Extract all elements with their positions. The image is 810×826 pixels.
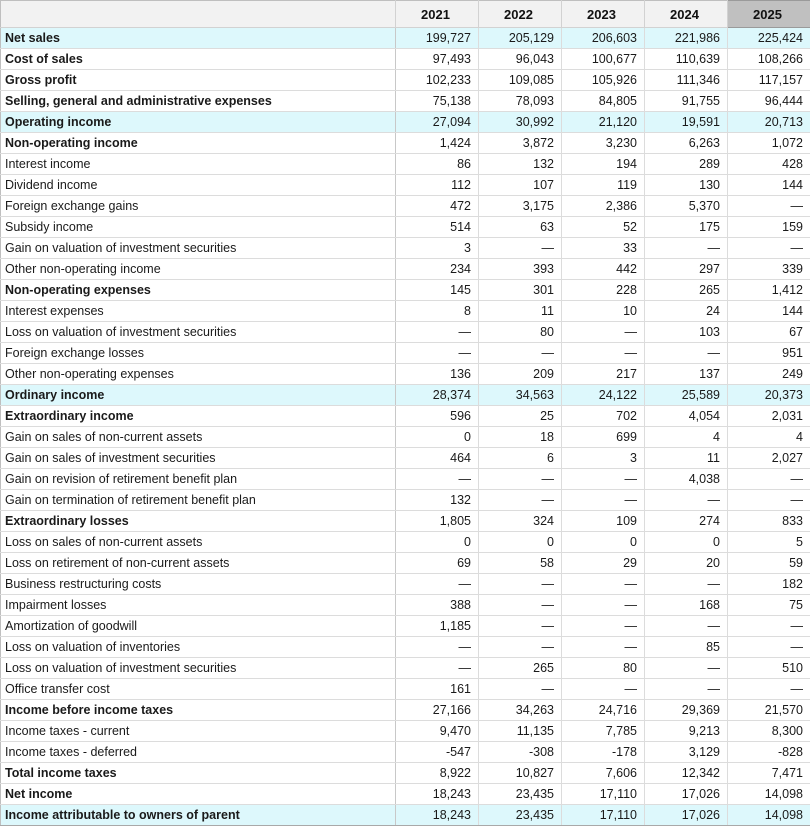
row-label: Income attributable to owners of parent bbox=[1, 805, 396, 826]
cell-value: 29,369 bbox=[645, 700, 728, 721]
row-label: Interest income bbox=[1, 154, 396, 175]
cell-value: 14,098 bbox=[728, 784, 810, 805]
cell-value: 596 bbox=[396, 406, 479, 427]
cell-value: 29 bbox=[562, 553, 645, 574]
cell-value: 514 bbox=[396, 217, 479, 238]
cell-value: — bbox=[479, 469, 562, 490]
table-row[interactable] bbox=[1, 763, 810, 784]
row-label: Gain on sales of non-current assets bbox=[1, 427, 396, 448]
table-row[interactable] bbox=[1, 280, 810, 301]
cell-value: 107 bbox=[479, 175, 562, 196]
row-label: Gain on valuation of investment securities bbox=[1, 238, 396, 259]
cell-value: — bbox=[479, 238, 562, 259]
cell-value: 23,435 bbox=[479, 805, 562, 826]
cell-value: 0 bbox=[396, 532, 479, 553]
cell-value: 10 bbox=[562, 301, 645, 322]
cell-value: 96,444 bbox=[728, 91, 810, 112]
cell-value: 19,591 bbox=[645, 112, 728, 133]
row-label: Office transfer cost bbox=[1, 679, 396, 700]
row-label: Other non-operating expenses bbox=[1, 364, 396, 385]
cell-value: — bbox=[562, 679, 645, 700]
cell-value: 34,563 bbox=[479, 385, 562, 406]
cell-value: 0 bbox=[645, 532, 728, 553]
row-label: Dividend income bbox=[1, 175, 396, 196]
table-row[interactable] bbox=[1, 301, 810, 322]
cell-value: 136 bbox=[396, 364, 479, 385]
cell-value: 8,300 bbox=[728, 721, 810, 742]
column-header-2023[interactable]: 2023 bbox=[562, 1, 645, 28]
cell-value: 4 bbox=[645, 427, 728, 448]
row-label: Other non-operating income bbox=[1, 259, 396, 280]
cell-value: 132 bbox=[479, 154, 562, 175]
cell-value: 324 bbox=[479, 511, 562, 532]
cell-value: 301 bbox=[479, 280, 562, 301]
row-label: Net sales bbox=[1, 28, 396, 49]
cell-value: — bbox=[562, 343, 645, 364]
cell-value: 144 bbox=[728, 175, 810, 196]
row-label: Loss on valuation of investment securities bbox=[1, 322, 396, 343]
cell-value: 110,639 bbox=[645, 49, 728, 70]
table-row[interactable] bbox=[1, 49, 810, 70]
column-header-2024[interactable]: 2024 bbox=[645, 1, 728, 28]
cell-value: 0 bbox=[396, 427, 479, 448]
cell-value: — bbox=[645, 679, 728, 700]
cell-value: 78,093 bbox=[479, 91, 562, 112]
cell-value: 130 bbox=[645, 175, 728, 196]
cell-value: 274 bbox=[645, 511, 728, 532]
table-row[interactable] bbox=[1, 805, 810, 826]
cell-value: — bbox=[479, 616, 562, 637]
cell-value: 2,031 bbox=[728, 406, 810, 427]
cell-value: 69 bbox=[396, 553, 479, 574]
cell-value: 159 bbox=[728, 217, 810, 238]
cell-value: — bbox=[479, 637, 562, 658]
row-label: Interest expenses bbox=[1, 301, 396, 322]
table-row[interactable] bbox=[1, 448, 810, 469]
table-row[interactable] bbox=[1, 427, 810, 448]
cell-value: 3,129 bbox=[645, 742, 728, 763]
cell-value: — bbox=[396, 574, 479, 595]
row-label: Gain on termination of retirement benefit plan bbox=[1, 490, 396, 511]
cell-value: 28,374 bbox=[396, 385, 479, 406]
cell-value: 25 bbox=[479, 406, 562, 427]
cell-value: 30,992 bbox=[479, 112, 562, 133]
cell-value: 833 bbox=[728, 511, 810, 532]
cell-value: 428 bbox=[728, 154, 810, 175]
table-row[interactable] bbox=[1, 784, 810, 805]
cell-value: 59 bbox=[728, 553, 810, 574]
cell-value: 96,043 bbox=[479, 49, 562, 70]
cell-value: 205,129 bbox=[479, 28, 562, 49]
cell-value: — bbox=[396, 322, 479, 343]
cell-value: 265 bbox=[645, 280, 728, 301]
cell-value: — bbox=[645, 616, 728, 637]
cell-value: 97,493 bbox=[396, 49, 479, 70]
cell-value: 12,342 bbox=[645, 763, 728, 784]
cell-value: — bbox=[479, 574, 562, 595]
cell-value: — bbox=[728, 679, 810, 700]
table-row[interactable] bbox=[1, 112, 810, 133]
cell-value: 109 bbox=[562, 511, 645, 532]
table-row[interactable] bbox=[1, 154, 810, 175]
cell-value: 8,922 bbox=[396, 763, 479, 784]
row-label: Income taxes - current bbox=[1, 721, 396, 742]
table-row[interactable] bbox=[1, 595, 810, 616]
cell-value: 1,185 bbox=[396, 616, 479, 637]
cell-value: — bbox=[562, 469, 645, 490]
cell-value: — bbox=[479, 490, 562, 511]
cell-value: 3 bbox=[562, 448, 645, 469]
cell-value: 132 bbox=[396, 490, 479, 511]
cell-value: — bbox=[562, 637, 645, 658]
cell-value: — bbox=[645, 658, 728, 679]
cell-value: 21,120 bbox=[562, 112, 645, 133]
cell-value: 103 bbox=[645, 322, 728, 343]
cell-value: 137 bbox=[645, 364, 728, 385]
cell-value: 11 bbox=[479, 301, 562, 322]
cell-value: — bbox=[728, 469, 810, 490]
cell-value: 75,138 bbox=[396, 91, 479, 112]
table-row[interactable] bbox=[1, 553, 810, 574]
row-label: Ordinary income bbox=[1, 385, 396, 406]
cell-value: — bbox=[396, 343, 479, 364]
cell-value: 4,038 bbox=[645, 469, 728, 490]
row-label: Loss on sales of non-current assets bbox=[1, 532, 396, 553]
cell-value: — bbox=[728, 196, 810, 217]
table-row[interactable] bbox=[1, 637, 810, 658]
cell-value: -308 bbox=[479, 742, 562, 763]
cell-value: 5 bbox=[728, 532, 810, 553]
column-header-2025[interactable]: 2025 bbox=[728, 1, 810, 28]
cell-value: 117,157 bbox=[728, 70, 810, 91]
cell-value: 100,677 bbox=[562, 49, 645, 70]
row-label: Total income taxes bbox=[1, 763, 396, 784]
cell-value: — bbox=[562, 616, 645, 637]
cell-value: 20,713 bbox=[728, 112, 810, 133]
cell-value: 91,755 bbox=[645, 91, 728, 112]
table-row[interactable] bbox=[1, 322, 810, 343]
cell-value: 1,424 bbox=[396, 133, 479, 154]
table-row[interactable] bbox=[1, 91, 810, 112]
table-header bbox=[1, 1, 810, 28]
cell-value: 20,373 bbox=[728, 385, 810, 406]
cell-value: 67 bbox=[728, 322, 810, 343]
cell-value: 464 bbox=[396, 448, 479, 469]
cell-value: -547 bbox=[396, 742, 479, 763]
cell-value: 17,110 bbox=[562, 784, 645, 805]
cell-value: 24,122 bbox=[562, 385, 645, 406]
cell-value: 34,263 bbox=[479, 700, 562, 721]
row-label: Foreign exchange gains bbox=[1, 196, 396, 217]
cell-value: 2,386 bbox=[562, 196, 645, 217]
cell-value: 119 bbox=[562, 175, 645, 196]
cell-value: 86 bbox=[396, 154, 479, 175]
cell-value: — bbox=[562, 574, 645, 595]
table-row[interactable] bbox=[1, 259, 810, 280]
cell-value: 9,213 bbox=[645, 721, 728, 742]
cell-value: — bbox=[728, 616, 810, 637]
row-label: Gain on sales of investment securities bbox=[1, 448, 396, 469]
cell-value: — bbox=[562, 322, 645, 343]
cell-value: 10,827 bbox=[479, 763, 562, 784]
cell-value: 289 bbox=[645, 154, 728, 175]
cell-value: 339 bbox=[728, 259, 810, 280]
cell-value: 182 bbox=[728, 574, 810, 595]
table-row[interactable] bbox=[1, 217, 810, 238]
row-label: Net income bbox=[1, 784, 396, 805]
row-label: Gross profit bbox=[1, 70, 396, 91]
row-label: Loss on retirement of non-current assets bbox=[1, 553, 396, 574]
row-label: Income before income taxes bbox=[1, 700, 396, 721]
cell-value: — bbox=[479, 679, 562, 700]
cell-value: 108,266 bbox=[728, 49, 810, 70]
cell-value: 234 bbox=[396, 259, 479, 280]
column-header-2022[interactable]: 2022 bbox=[479, 1, 562, 28]
cell-value: 25,589 bbox=[645, 385, 728, 406]
table-row[interactable] bbox=[1, 175, 810, 196]
cell-value: 80 bbox=[562, 658, 645, 679]
table-row[interactable] bbox=[1, 469, 810, 490]
cell-value: 18,243 bbox=[396, 805, 479, 826]
cell-value: — bbox=[562, 595, 645, 616]
row-label: Gain on revision of retirement benefit plan bbox=[1, 469, 396, 490]
cell-value: 702 bbox=[562, 406, 645, 427]
cell-value: 3 bbox=[396, 238, 479, 259]
cell-value: 84,805 bbox=[562, 91, 645, 112]
cell-value: 297 bbox=[645, 259, 728, 280]
row-label: Impairment losses bbox=[1, 595, 396, 616]
row-label: Business restructuring costs bbox=[1, 574, 396, 595]
cell-value: 7,606 bbox=[562, 763, 645, 784]
cell-value: 52 bbox=[562, 217, 645, 238]
cell-value: 27,166 bbox=[396, 700, 479, 721]
row-label: Non-operating income bbox=[1, 133, 396, 154]
column-header-2021[interactable]: 2021 bbox=[396, 1, 479, 28]
table-row[interactable] bbox=[1, 490, 810, 511]
cell-value: 388 bbox=[396, 595, 479, 616]
row-label: Cost of sales bbox=[1, 49, 396, 70]
table-row[interactable] bbox=[1, 385, 810, 406]
table-row[interactable] bbox=[1, 679, 810, 700]
cell-value: 80 bbox=[479, 322, 562, 343]
table-row[interactable] bbox=[1, 238, 810, 259]
table-row[interactable] bbox=[1, 343, 810, 364]
table-row[interactable] bbox=[1, 532, 810, 553]
cell-value: 510 bbox=[728, 658, 810, 679]
cell-value: 11 bbox=[645, 448, 728, 469]
cell-value: 249 bbox=[728, 364, 810, 385]
row-label: Extraordinary income bbox=[1, 406, 396, 427]
cell-value: — bbox=[645, 574, 728, 595]
row-label: Extraordinary losses bbox=[1, 511, 396, 532]
cell-value: 11,135 bbox=[479, 721, 562, 742]
cell-value: 58 bbox=[479, 553, 562, 574]
cell-value: 109,085 bbox=[479, 70, 562, 91]
cell-value: 0 bbox=[479, 532, 562, 553]
row-label: Selling, general and administrative expenses bbox=[1, 91, 396, 112]
table-row[interactable] bbox=[1, 721, 810, 742]
cell-value: 9,470 bbox=[396, 721, 479, 742]
table-row[interactable] bbox=[1, 133, 810, 154]
cell-value: 27,094 bbox=[396, 112, 479, 133]
cell-value: — bbox=[728, 238, 810, 259]
cell-value: 24,716 bbox=[562, 700, 645, 721]
cell-value: 6 bbox=[479, 448, 562, 469]
table-row[interactable] bbox=[1, 616, 810, 637]
table-row[interactable] bbox=[1, 574, 810, 595]
cell-value: 199,727 bbox=[396, 28, 479, 49]
cell-value: 3,872 bbox=[479, 133, 562, 154]
cell-value: 3,230 bbox=[562, 133, 645, 154]
row-label: Loss on valuation of inventories bbox=[1, 637, 396, 658]
cell-value: 102,233 bbox=[396, 70, 479, 91]
cell-value: 17,026 bbox=[645, 805, 728, 826]
cell-value: 217 bbox=[562, 364, 645, 385]
cell-value: 7,785 bbox=[562, 721, 645, 742]
cell-value: 3,175 bbox=[479, 196, 562, 217]
cell-value: 206,603 bbox=[562, 28, 645, 49]
row-label: Amortization of goodwill bbox=[1, 616, 396, 637]
cell-value: 111,346 bbox=[645, 70, 728, 91]
cell-value: 161 bbox=[396, 679, 479, 700]
table-row[interactable] bbox=[1, 196, 810, 217]
table-row[interactable] bbox=[1, 28, 810, 49]
cell-value: 5,370 bbox=[645, 196, 728, 217]
cell-value: 175 bbox=[645, 217, 728, 238]
cell-value: — bbox=[645, 490, 728, 511]
cell-value: 0 bbox=[562, 532, 645, 553]
cell-value: 1,805 bbox=[396, 511, 479, 532]
cell-value: — bbox=[479, 343, 562, 364]
cell-value: 194 bbox=[562, 154, 645, 175]
cell-value: 18 bbox=[479, 427, 562, 448]
cell-value: 1,412 bbox=[728, 280, 810, 301]
cell-value: 17,026 bbox=[645, 784, 728, 805]
cell-value: 18,243 bbox=[396, 784, 479, 805]
cell-value: 23,435 bbox=[479, 784, 562, 805]
header-row bbox=[1, 1, 810, 28]
cell-value: — bbox=[728, 490, 810, 511]
cell-value: 20 bbox=[645, 553, 728, 574]
cell-value: 144 bbox=[728, 301, 810, 322]
row-label: Income taxes - deferred bbox=[1, 742, 396, 763]
table-row[interactable] bbox=[1, 700, 810, 721]
cell-value: -828 bbox=[728, 742, 810, 763]
cell-value: — bbox=[396, 637, 479, 658]
cell-value: 168 bbox=[645, 595, 728, 616]
cell-value: — bbox=[396, 469, 479, 490]
cell-value: 33 bbox=[562, 238, 645, 259]
cell-value: 75 bbox=[728, 595, 810, 616]
cell-value: 85 bbox=[645, 637, 728, 658]
cell-value: 265 bbox=[479, 658, 562, 679]
cell-value: 699 bbox=[562, 427, 645, 448]
cell-value: 221,986 bbox=[645, 28, 728, 49]
cell-value: 1,072 bbox=[728, 133, 810, 154]
table-row[interactable] bbox=[1, 658, 810, 679]
cell-value: 2,027 bbox=[728, 448, 810, 469]
cell-value: 4,054 bbox=[645, 406, 728, 427]
corner-cell bbox=[1, 1, 396, 28]
cell-value: 112 bbox=[396, 175, 479, 196]
cell-value: 17,110 bbox=[562, 805, 645, 826]
row-label: Loss on valuation of investment securities bbox=[1, 658, 396, 679]
cell-value: 393 bbox=[479, 259, 562, 280]
cell-value: -178 bbox=[562, 742, 645, 763]
cell-value: — bbox=[645, 238, 728, 259]
cell-value: 225,424 bbox=[728, 28, 810, 49]
cell-value: 14,098 bbox=[728, 805, 810, 826]
table-row[interactable] bbox=[1, 406, 810, 427]
cell-value: 21,570 bbox=[728, 700, 810, 721]
cell-value: 105,926 bbox=[562, 70, 645, 91]
cell-value: — bbox=[645, 343, 728, 364]
cell-value: 228 bbox=[562, 280, 645, 301]
cell-value: 7,471 bbox=[728, 763, 810, 784]
cell-value: 209 bbox=[479, 364, 562, 385]
cell-value: 951 bbox=[728, 343, 810, 364]
table-row[interactable] bbox=[1, 364, 810, 385]
row-label: Non-operating expenses bbox=[1, 280, 396, 301]
cell-value: 472 bbox=[396, 196, 479, 217]
row-label: Foreign exchange losses bbox=[1, 343, 396, 364]
table-body bbox=[1, 28, 810, 826]
row-label: Operating income bbox=[1, 112, 396, 133]
table-row[interactable] bbox=[1, 511, 810, 532]
cell-value: — bbox=[479, 595, 562, 616]
cell-value: 6,263 bbox=[645, 133, 728, 154]
table-row[interactable] bbox=[1, 70, 810, 91]
cell-value: 63 bbox=[479, 217, 562, 238]
row-label: Subsidy income bbox=[1, 217, 396, 238]
cell-value: 145 bbox=[396, 280, 479, 301]
cell-value: 442 bbox=[562, 259, 645, 280]
cell-value: 4 bbox=[728, 427, 810, 448]
cell-value: — bbox=[728, 637, 810, 658]
table-row[interactable] bbox=[1, 742, 810, 763]
cell-value: 24 bbox=[645, 301, 728, 322]
cell-value: 8 bbox=[396, 301, 479, 322]
cell-value: — bbox=[562, 490, 645, 511]
cell-value: — bbox=[396, 658, 479, 679]
